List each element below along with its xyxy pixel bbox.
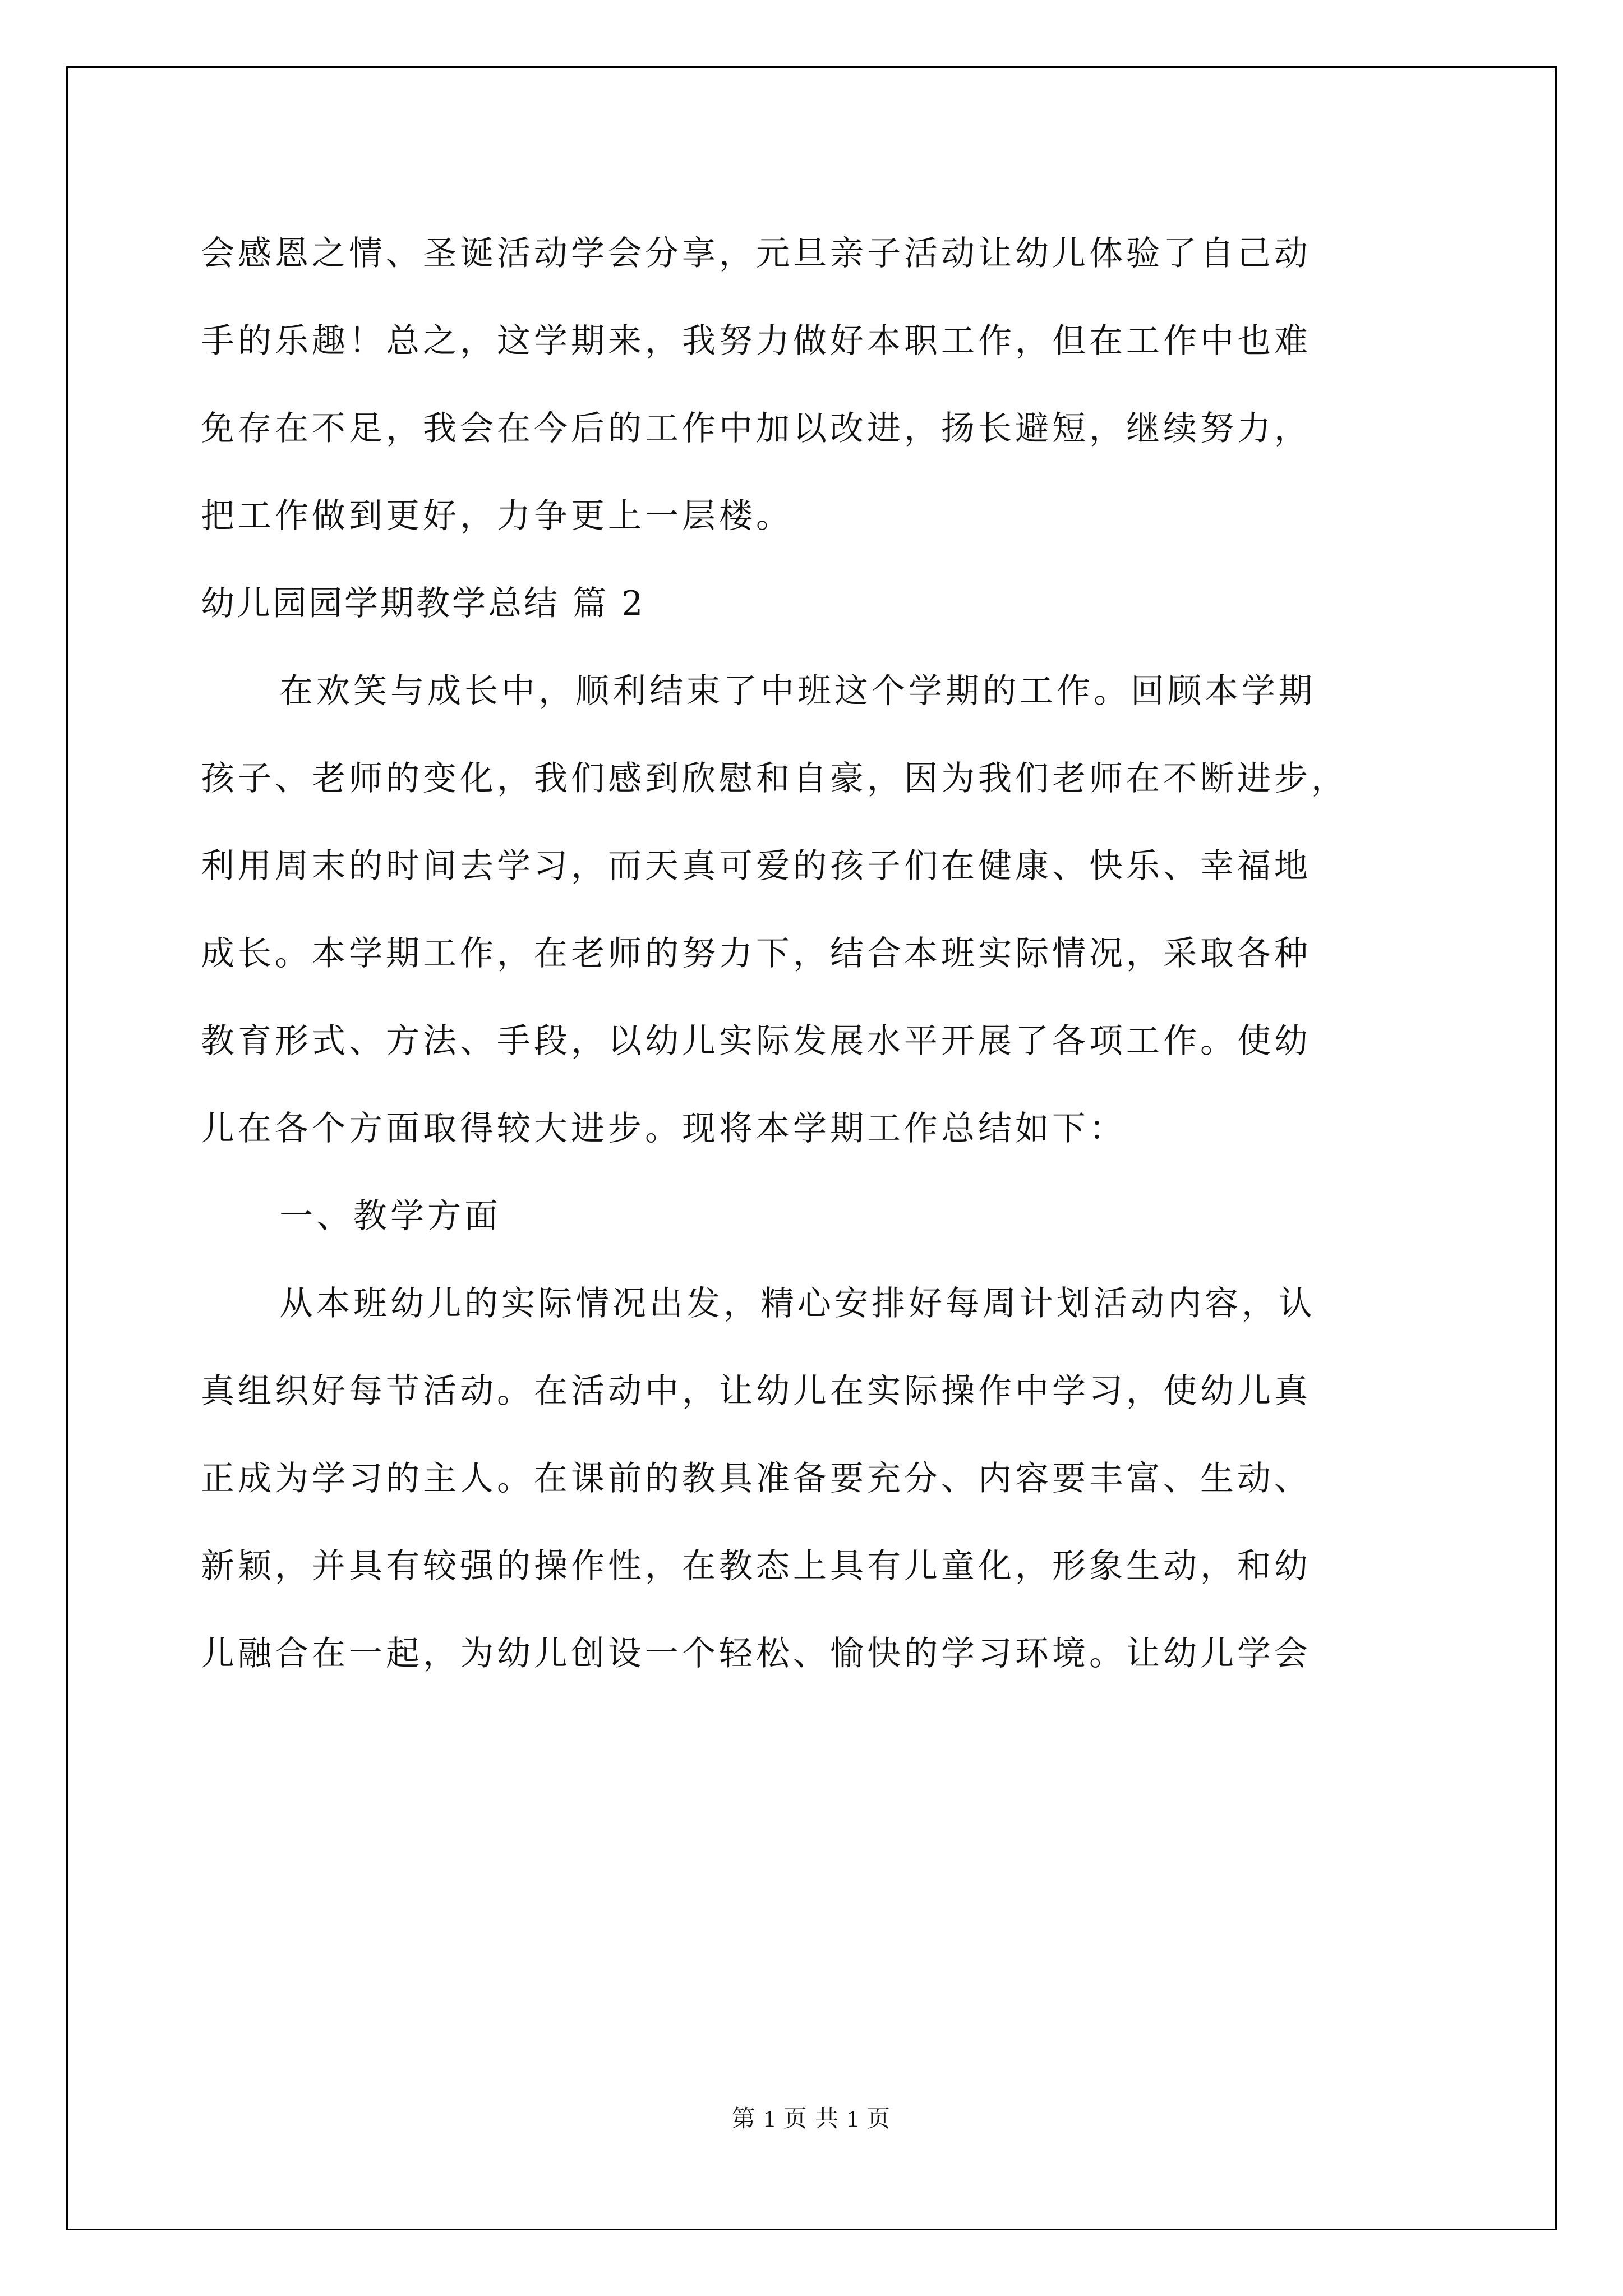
section-heading: 幼儿园园学期教学总结 篇 2 bbox=[201, 584, 645, 623]
body-line: 孩子、老师的变化，我们感到欣慰和自豪，因为我们老师在不断进步， bbox=[201, 759, 1348, 798]
body-line: 教育形式、方法、手段，以幼儿实际发展水平开展了各项工作。使幼 bbox=[201, 1022, 1311, 1061]
body-line: 正成为学习的主人。在课前的教具准备要充分、内容要丰富、生动、 bbox=[201, 1459, 1311, 1498]
body-line: 儿融合在一起，为幼儿创设一个轻松、愉快的学习环境。让幼儿学会 bbox=[201, 1634, 1311, 1673]
body-line: 手的乐趣！总之，这学期来，我努力做好本职工作，但在工作中也难 bbox=[201, 321, 1311, 361]
body-line: 利用周末的时间去学习，而天真可爱的孩子们在健康、快乐、幸福地 bbox=[201, 846, 1311, 886]
paragraph-start-line: 从本班幼儿的实际情况出发，精心安排好每周计划活动内容，认 bbox=[279, 1284, 1316, 1323]
body-line: 会感恩之情、圣诞活动学会分享，元旦亲子活动让幼儿体验了自己动 bbox=[201, 234, 1311, 273]
body-line: 免存在不足，我会在今后的工作中加以改进，扬长避短，继续努力， bbox=[201, 409, 1311, 448]
body-line: 把工作做到更好，力争更上一层楼。 bbox=[201, 496, 793, 536]
body-line: 成长。本学期工作，在老师的努力下，结合本班实际情况，采取各种 bbox=[201, 934, 1311, 973]
body-line: 新颖，并具有较强的操作性，在教态上具有儿童化，形象生动，和幼 bbox=[201, 1547, 1311, 1586]
body-line: 儿在各个方面取得较大进步。现将本学期工作总结如下： bbox=[201, 1109, 1126, 1148]
body-line: 真组织好每节活动。在活动中，让幼儿在实际操作中学习，使幼儿真 bbox=[201, 1372, 1311, 1411]
page-footer: 第 1 页 共 1 页 bbox=[731, 2106, 892, 2132]
paragraph-start-line: 在欢笑与成长中，顺利结束了中班这个学期的工作。回顾本学期 bbox=[279, 671, 1316, 711]
subsection-heading: 一、教学方面 bbox=[279, 1197, 501, 1236]
